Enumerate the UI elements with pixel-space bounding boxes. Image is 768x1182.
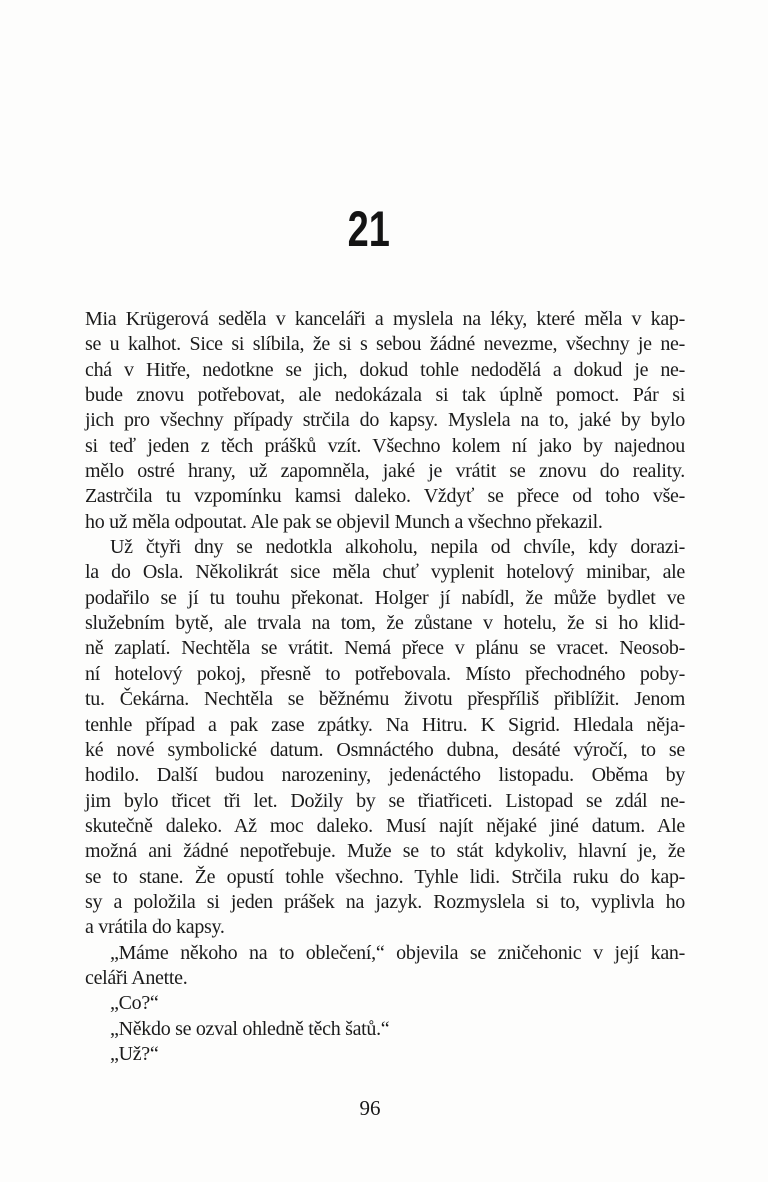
text-line: se u kalhot. Sice si slíbila, že si s sebou žádné nevezme, všechny je ne- bbox=[85, 333, 685, 356]
text-line: jim bylo třicet tři let. Dožily by se třiatřiceti. Listopad se zdál ne- bbox=[85, 789, 685, 812]
text-line: bude znovu potřebovat, ale nedokázala si tak úplně pomoct. Pár si bbox=[85, 384, 685, 407]
text-line: si teď jeden z těch prášků vzít. Všechno kolem ní jako by najednou bbox=[85, 434, 685, 457]
text-line: celáři Anette. bbox=[85, 966, 188, 989]
text-line: la do Osla. Několikrát sice měla chuť vyplenit hotelový minibar, ale bbox=[85, 561, 685, 584]
text-line: mělo ostré hrany, už zapomněla, jaké je vrátit se znovu do reality. bbox=[85, 460, 685, 483]
text-line: a vrátila do kapsy. bbox=[85, 916, 225, 939]
chapter-heading bbox=[0, 201, 738, 257]
text-line: skutečně daleko. Až moc daleko. Musí najít nějaké jiné datum. Ale bbox=[85, 814, 685, 837]
text-line: Zastrčila tu vzpomínku kamsi daleko. Vždyť se přece od toho vše- bbox=[85, 485, 685, 508]
text-line: podařilo se jí tu touhu překonat. Holger jí nabídl, že může bydlet ve bbox=[85, 586, 685, 609]
text-line: chá v Hitře, nedotkne se jich, dokud tohle nedodělá a dokud je ne- bbox=[85, 358, 685, 381]
text-line: ní hotelový pokoj, přesně to potřebovala. Místo přechodného poby- bbox=[85, 662, 685, 685]
text-line: ké nové symbolické datum. Osmnáctého dubna, desáté výročí, to se bbox=[85, 738, 685, 761]
text-line: se to stane. Že opustí tohle všechno. Tyhle lidi. Strčila ruku do kap- bbox=[85, 865, 685, 888]
text-line: ho už měla odpoutat. Ale pak se objevil Munch a všechno překazil. bbox=[85, 510, 603, 533]
text-line: „Co?“ bbox=[110, 992, 159, 1015]
text-line: jich pro všechny případy strčila do kapsy. Myslela na to, jaké by bylo bbox=[85, 409, 685, 432]
text-line: Mia Krügerová seděla v kanceláři a myslela na léky, které měla v kap- bbox=[85, 308, 685, 330]
text-line: sy a položila si jeden prášek na jazyk. Rozmyslela si to, vyplivla ho bbox=[85, 890, 685, 913]
text-line: „Už?“ bbox=[110, 1042, 159, 1065]
text-line: tu. Čekárna. Nechtěla se běžnému životu přespříliš přiblížit. Jenom bbox=[85, 688, 685, 711]
text-line: Už čtyři dny se nedotkla alkoholu, nepila od chvíle, kdy dorazi- bbox=[110, 536, 685, 559]
text-line: služebním bytě, ale trvala na tom, že zůstane v hotelu, že si ho klid- bbox=[85, 612, 685, 635]
text-line: ně zaplatí. Nechtěla se vrátit. Nemá přece v plánu se vracet. Neosob- bbox=[85, 637, 685, 660]
text-block bbox=[85, 307, 685, 1067]
text-line: tenhle případ a pak zase zpátky. Na Hitru. K Sigrid. Hledala něja- bbox=[85, 713, 685, 736]
text-line: „Někdo se ozval ohledně těch šatů.“ bbox=[110, 1017, 390, 1040]
text-line: možná ani žádné nepotřebuje. Muže se to stát kdykoliv, hlavní je, že bbox=[85, 840, 685, 863]
chapter-number: 21 bbox=[347, 201, 391, 257]
page-number: 96 bbox=[359, 1096, 381, 1120]
text-line: hodilo. Další budou narozeniny, jedenáctého listopadu. Oběma by bbox=[85, 764, 685, 787]
text-line: „Máme někoho na to oblečení,“ objevila se zničehonic v její kan- bbox=[110, 941, 685, 964]
